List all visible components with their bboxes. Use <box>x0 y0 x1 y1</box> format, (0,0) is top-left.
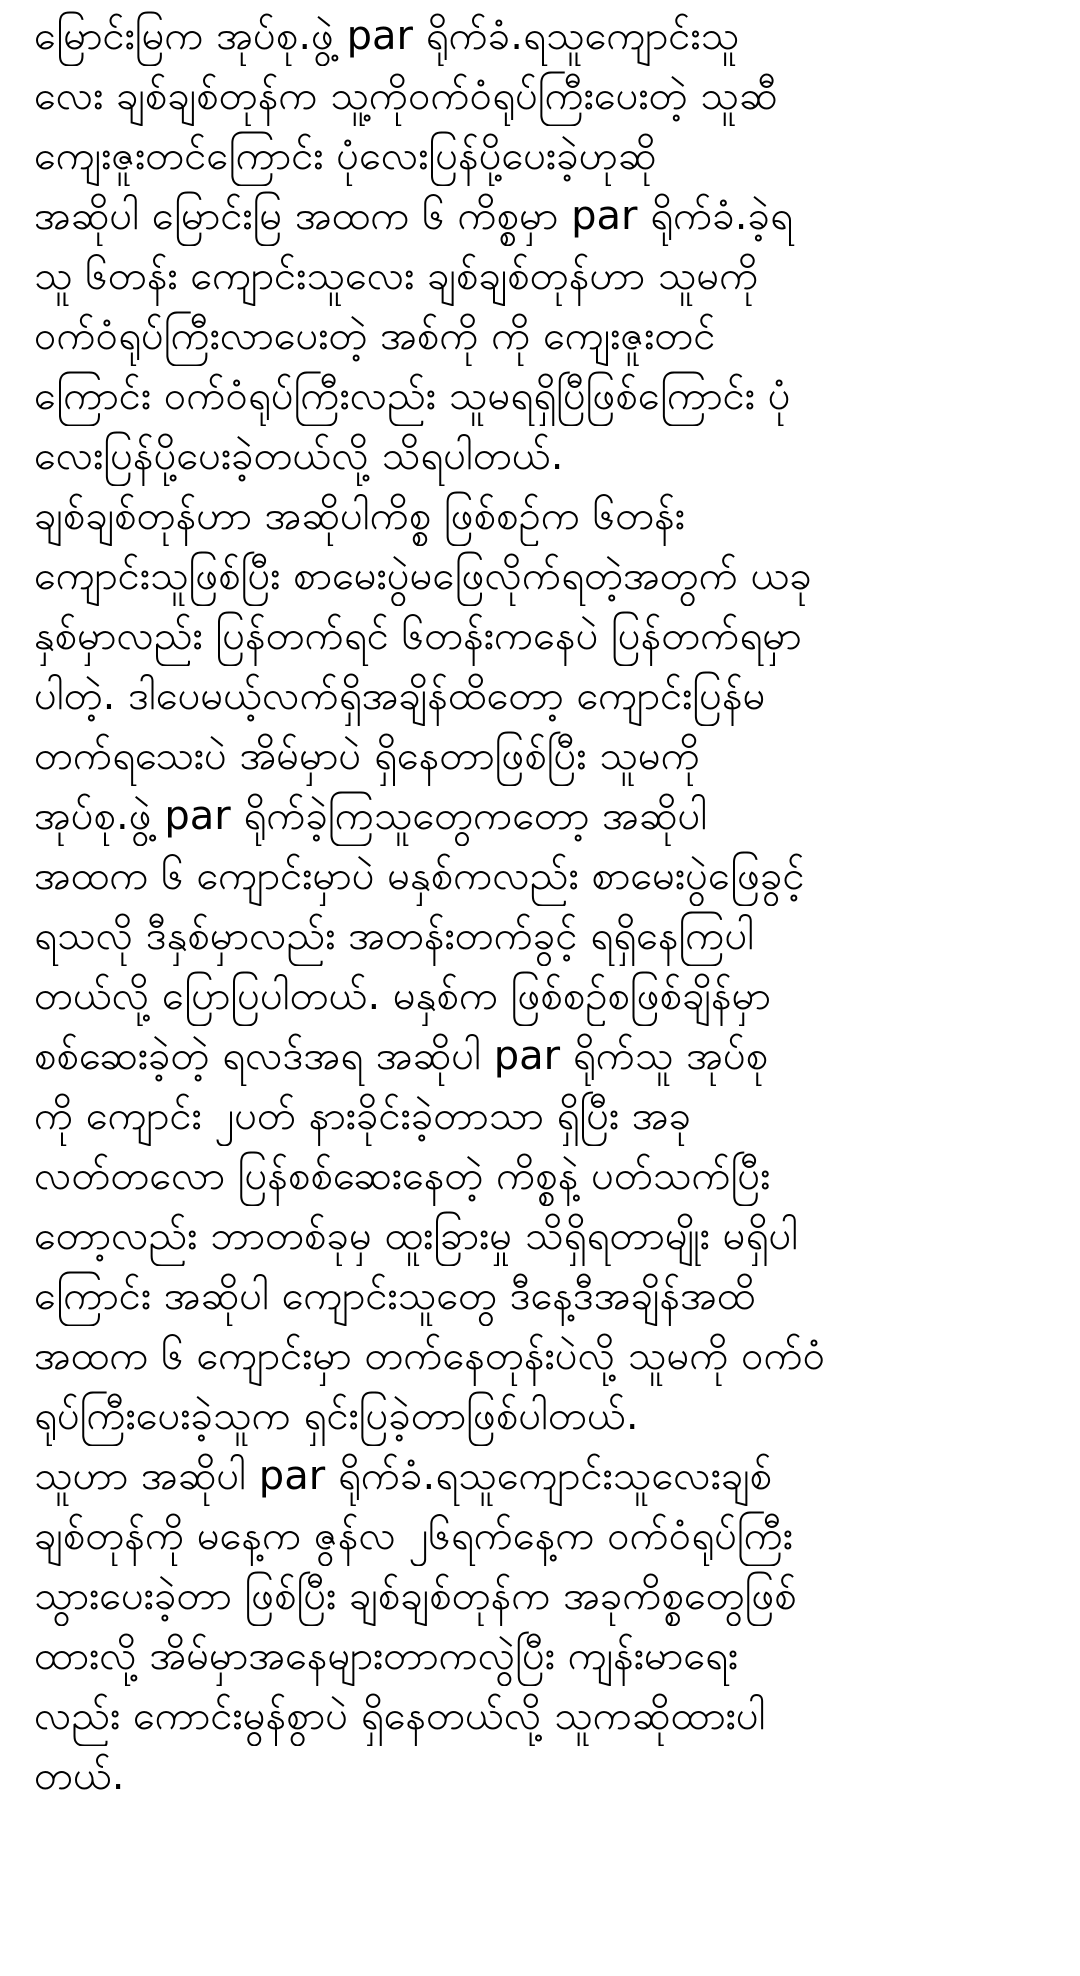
text-line: တော့လည်း ဘာတစ်ခုမှ ထူးခြားမှု သိရှိရတာမျိုး မရှိပါ <box>34 1213 799 1259</box>
text-line: ရသလို ဒီနှစ်မှာလည်း အတန်းတက်ခွင့် ရရှိနေကြပါ <box>34 913 755 959</box>
text-line: သူ ၆တန်း ကျောင်းသူလေး ချစ်ချစ်တုန်ဟာ သူမကို <box>34 253 759 299</box>
text-line: မြောင်းမြက အုပ်စု.ဖွဲ့ par ရိုက်ခံ.ရသူကျောင်းသူ <box>34 13 740 59</box>
text-line: လည်း ကောင်းမွန်စွာပဲ ရှိနေတယ်လို့ သူကဆိုထားပါ <box>34 1693 766 1739</box>
text-line: ချစ်ချစ်တုန်ဟာ အဆိုပါကိစ္စ ဖြစ်စဥ်က ၆တန်း <box>34 493 685 539</box>
text-line: စစ်ဆေးခဲ့တဲ့ ရလဒ်အရ အဆိုပါ par ရိုက်သူ အုပ်စု <box>34 1033 769 1079</box>
text-line: လေး ချစ်ချစ်တုန်က သူ့ကိုဝက်ဝံရုပ်ကြီးပေးတဲ့ သူဆီ <box>34 73 778 119</box>
text-line: ကျောင်းသူဖြစ်ပြီး စာမေးပွဲမဖြေလိုက်ရတဲ့အတွက် ယခု <box>34 553 812 599</box>
text-line: ကြောင်း ဝက်ဝံရုပ်ကြီးလည်း သူမရရှိပြီဖြစ်ကြောင်း ပုံ <box>34 373 791 419</box>
text-line: ရုပ်ကြီးပေးခဲ့သူက ရှင်းပြခဲ့တာဖြစ်ပါတယ်. <box>34 1393 639 1439</box>
text-line: ပါတဲ့. ဒါပေမယ့်လက်ရှိအချိန်ထိတော့ ကျောင်းပြန်မ <box>34 673 766 719</box>
text-line: သူဟာ အဆိုပါ par ရိုက်ခံ.ရသူကျောင်းသူလေးချစ် <box>34 1453 773 1499</box>
text-line: အထက ၆ ကျောင်းမှာ တက်နေတုန်းပဲလို့ သူမကို ဝက်ဝံ <box>34 1333 826 1379</box>
text-line: လေးပြန်ပို့ပေးခဲ့တယ်လို့ သိရပါတယ်. <box>34 433 564 479</box>
text-line: ကြောင်း အဆိုပါ ကျောင်းသူတွေ ဒီနေ့ဒီအချိန်အထိ <box>34 1273 756 1319</box>
text-line: နှစ်မှာလည်း ပြန်တက်ရင် ၆တန်းကနေပဲ ပြန်တက်ရမှာ <box>34 613 802 659</box>
text-line: ဝက်ဝံရုပ်ကြီးလာပေးတဲ့ အစ်ကို ကို ကျေးဇူးတင် <box>34 313 716 359</box>
article-paragraph-2 <box>34 486 1060 1446</box>
text-line: သွားပေးခဲ့တာ ဖြစ်ပြီး ချစ်ချစ်တုန်က အခုကိစ္စတွေဖြစ် <box>34 1573 797 1619</box>
text-line: တယ်လို့ ပြောပြပါတယ်. မနှစ်က ဖြစ်စဥ်စဖြစ်ချိန်မှာ <box>34 973 771 1019</box>
article-paragraph-1 <box>34 6 1060 486</box>
article-paragraph-3 <box>34 1446 1060 1806</box>
text-line: ချစ်တုန်ကို မနေ့က ဇွန်လ ၂၆ရက်နေ့က ဝက်ဝံရုပ်ကြီး <box>34 1513 794 1559</box>
text-line: တယ်. <box>34 1753 125 1799</box>
text-line: အုပ်စု.ဖွဲ့ par ရိုက်ခဲ့ကြသူတွေကတော့ အဆိုပါ <box>34 793 708 839</box>
text-line: တက်ရသေးပဲ အိမ်မှာပဲ ရှိနေတာဖြစ်ပြီး သူမကို <box>34 733 700 779</box>
text-line: လတ်တလော ပြန်စစ်ဆေးနေတဲ့ ကိစ္စနဲ့ ပတ်သက်ပြီး <box>34 1153 771 1199</box>
text-line: အထက ၆ ကျောင်းမှာပဲ မနှစ်ကလည်း စာမေးပွဲဖြေခွင့် <box>34 853 805 899</box>
text-line: ကျေးဇူးတင်ကြောင်း ပုံလေးပြန်ပို့ပေးခဲ့ဟုဆို <box>34 133 657 179</box>
text-line: ကို ကျောင်း ၂ပတ် နားခိုင်းခဲ့တာသာ ရှိပြီး အခု <box>34 1093 692 1139</box>
text-line: အဆိုပါ မြောင်းမြ အထက ၆ ကိစ္စမှာ par ရိုက်ခံ.ခဲ့ရ <box>34 193 793 239</box>
text-line: ထားလို့ အိမ်မှာအနေများတာကလွဲပြီး ကျန်းမာရေး <box>34 1633 739 1679</box>
